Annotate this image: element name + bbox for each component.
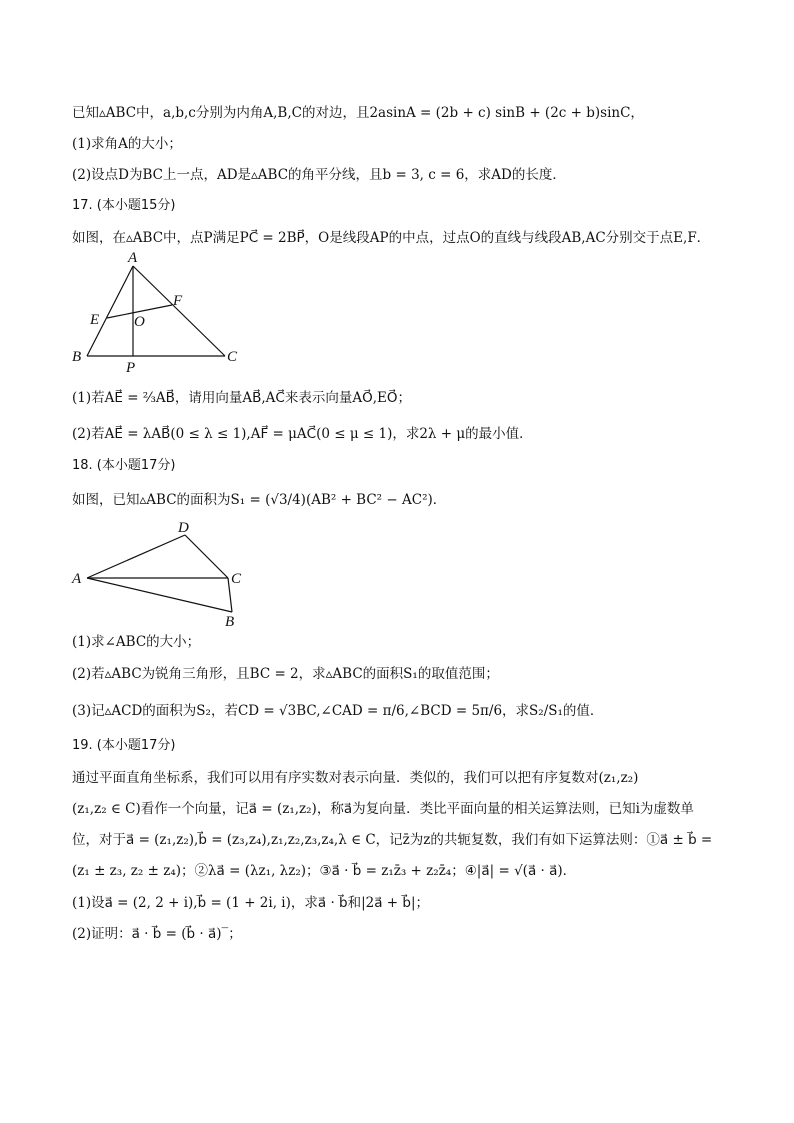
problem18-question1: (1)求∠ABC的大小；	[72, 634, 201, 650]
problem18-heading: 18. (本小题17分)	[72, 458, 176, 473]
problem19-stem-line2: (z₁,z₂ ∈ C)看作一个向量，记a⃗ = (z₁,z₂)，称a⃗为复向量．类比平面向量的相关运算法则，已知i为虚数单	[72, 801, 694, 817]
problem16-question1: (1)求角A的大小；	[72, 136, 182, 152]
label-c: C	[231, 571, 242, 587]
label-o: O	[134, 314, 145, 330]
problem19-stem-line1: 通过平面直角坐标系，我们可以用有序实数对表示向量．类似的，我们可以把有序复数对(z₁,z₂)	[72, 770, 639, 786]
problem17-question1: (1)若AE⃗ = ²⁄₃AB⃗，请用向量AB⃗,AC⃗来表示向量AO⃗,EO⃗；	[72, 390, 412, 406]
problem17-triangle-figure	[70, 252, 250, 377]
label-a: A	[128, 250, 138, 266]
problem18-question2: (2)若▵ABC为锐角三角形，且BC = 2，求▵ABC的面积S₁的取值范围；	[72, 666, 499, 682]
label-a: A	[72, 571, 82, 587]
label-e: E	[90, 312, 100, 328]
label-d: D	[178, 520, 189, 536]
problem19-question2: (2)证明：a⃗ · b⃗ = (b⃗ · a⃗)‾；	[72, 926, 242, 942]
problem19-stem-line4: (z₁ ± z₃, z₂ ± z₄)；②λa⃗ = (λz₁, λz₂)；③a⃗ · b⃗ = z₁z̄₃ + z₂z̄₄；④|a⃗| = √(a⃗ · a⃗)．	[72, 863, 577, 879]
segment-ad	[87, 535, 185, 578]
problem19-question1: (1)设a⃗ = (2, 2 + i),b⃗ = (1 + 2i, i)，求a⃗ · b⃗和|2a⃗ + b⃗|；	[72, 895, 430, 911]
label-c: C	[227, 349, 238, 365]
label-b: B	[225, 614, 235, 630]
problem16-stem: 已知▵ABC中，a,b,c分别为内角A,B,C的对边，且2asinA = (2b + c) sinB + (2c + b)sinC，	[72, 105, 644, 121]
problem18-question3: (3)记▵ACD的面积为S₂，若CD = √3BC,∠CAD = π/6,∠BCD = 5π/6，求S₂/S₁的值．	[72, 703, 604, 719]
problem19-heading: 19. (本小题17分)	[72, 738, 176, 753]
problem18-stem: 如图，已知▵ABC的面积为S₁ = (√3/4)(AB² + BC² − AC²)．	[72, 492, 447, 508]
segment-ab	[87, 266, 133, 356]
segment-dc	[185, 535, 228, 578]
problem18-quadrilateral-figure	[70, 520, 250, 630]
problem19-stem-line3: 位，对于a⃗ = (z₁,z₂),b⃗ = (z₃,z₄),z₁,z₂,z₃,z₄,λ ∈ C，记z̄为z的共轭复数，我们有如下运算法则：①a⃗ ± b⃗ =	[72, 832, 713, 848]
label-b: B	[72, 349, 82, 365]
problem17-heading: 17. (本小题15分)	[72, 198, 176, 213]
problem17-question2: (2)若AE⃗ = λAB⃗(0 ≤ λ ≤ 1),AF⃗ = μAC⃗(0 ≤ μ ≤ 1)，求2λ + μ的最小值．	[72, 426, 533, 442]
segment-ac	[133, 266, 225, 356]
segment-ab	[87, 578, 232, 612]
label-f: F	[173, 293, 183, 309]
problem17-stem: 如图，在▵ABC中，点P满足PC⃗ = 2BP⃗，O是线段AP的中点，过点O的直线与线段AB,AC分别交于点E,F．	[72, 230, 711, 246]
problem16-question2: (2)设点D为BC上一点，AD是▵ABC的角平分线，且b = 3, c = 6，求AD的长度．	[72, 167, 566, 183]
label-p: P	[126, 360, 136, 376]
